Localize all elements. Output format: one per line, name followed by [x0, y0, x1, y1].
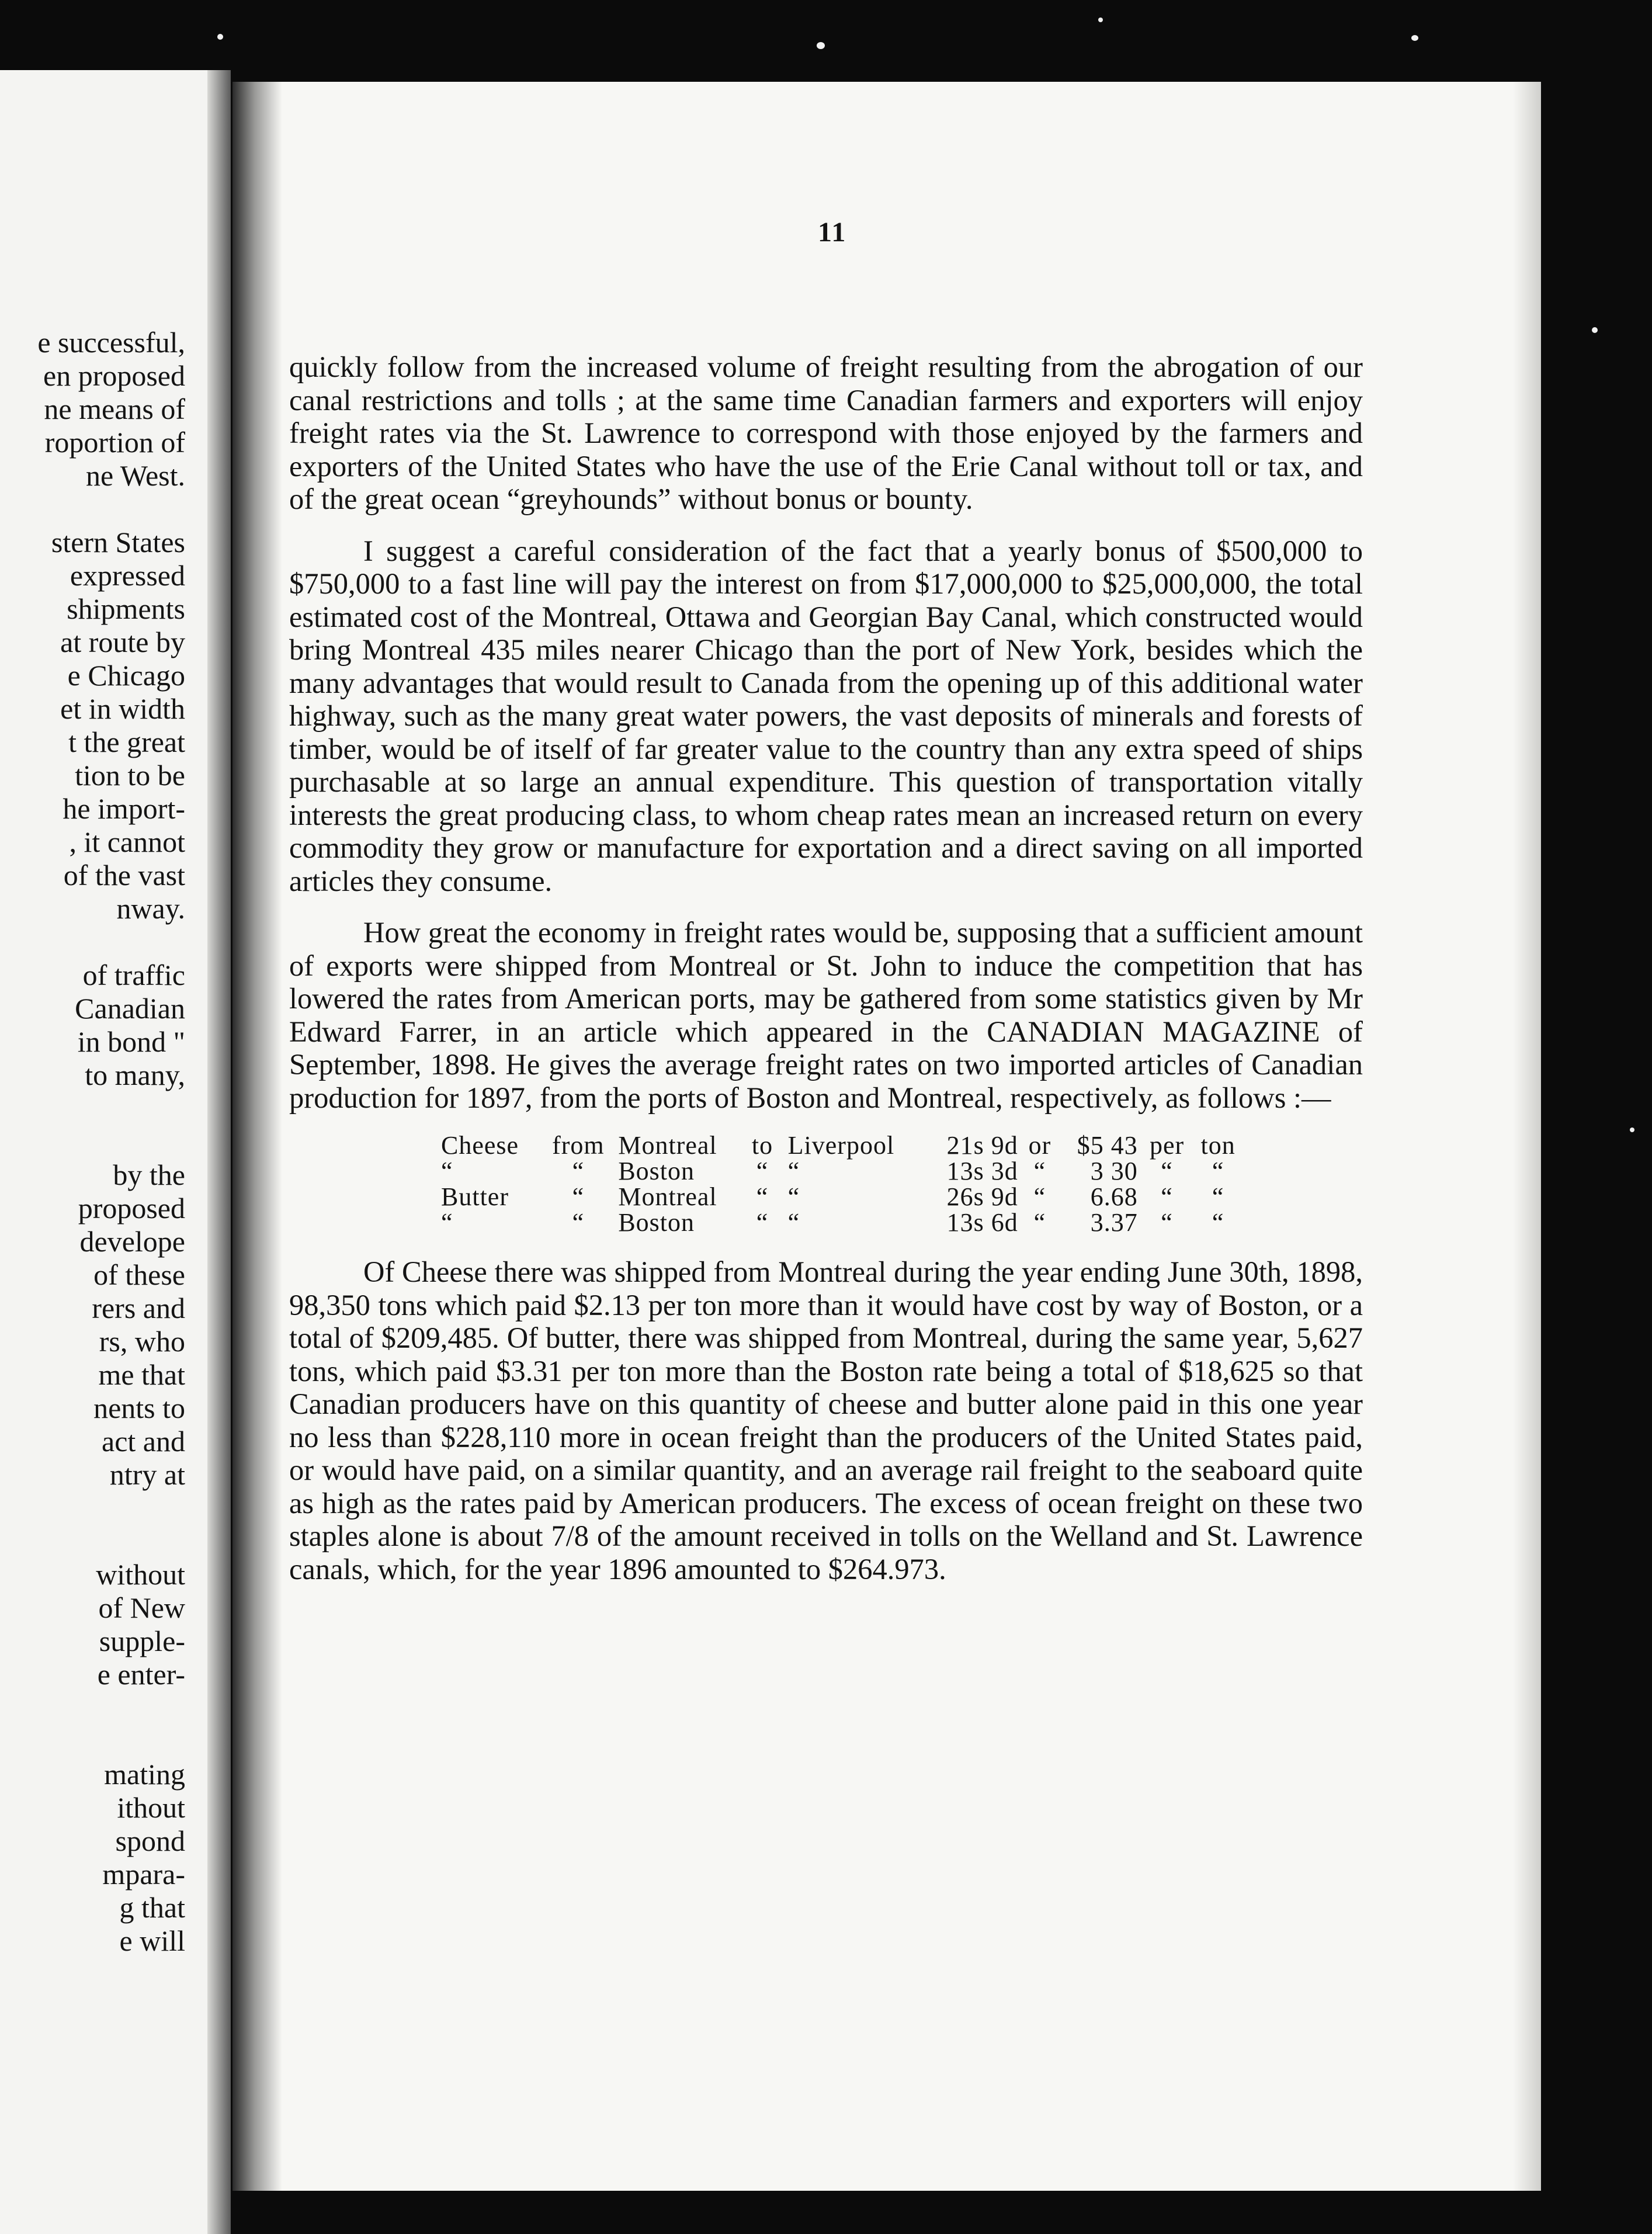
- cell-rate: 13s 3d: [946, 1157, 1018, 1185]
- previous-page-line: [37, 1092, 185, 1125]
- previous-page-line: of traffic: [82, 959, 185, 991]
- previous-page-line: [37, 1491, 185, 1525]
- previous-page-line: mpara-: [102, 1858, 185, 1890]
- table-row: [438, 1184, 1244, 1210]
- body-text: [289, 351, 1363, 1604]
- previous-page-line: proposed: [78, 1192, 185, 1224]
- cell-dollars: 6.68: [1090, 1182, 1138, 1211]
- previous-page-line: spond: [115, 1824, 185, 1857]
- spine-shadow: [232, 82, 282, 2191]
- table-row: [438, 1210, 1244, 1236]
- previous-page-line: supple-: [99, 1625, 185, 1657]
- previous-page-line: shipments: [67, 592, 185, 625]
- previous-page-line: of these: [93, 1258, 185, 1291]
- previous-page-line: [37, 492, 185, 526]
- cell-rate: 21s 9d: [946, 1131, 1018, 1160]
- previous-page-line: rs, who: [99, 1325, 185, 1358]
- table-row: [438, 1158, 1244, 1184]
- previous-page-line: act and: [102, 1425, 185, 1458]
- paragraph: How great the economy in freight rates would be, supposing that a sufficient amount of exports were shipped from Montreal or St. John to induce the competition that has lowered the rates from American ports, may be gathered from some statistics given by Mr Edward Farrer, in an article which appeared in the CANADIAN MAGAZINE of September, 1898. He gives the average freight rates on two imported articles of Canadian production for 1897, from the ports of Boston and Montreal, respectively, as follows :—: [289, 916, 1363, 1114]
- previous-page-line: en proposed: [43, 359, 185, 392]
- previous-page-line: me that: [98, 1358, 185, 1391]
- cell-or: or: [1028, 1131, 1051, 1160]
- cell-dest: Liverpool: [787, 1131, 895, 1160]
- previous-page-gutter: [207, 70, 231, 2234]
- previous-page-line: of the vast: [63, 859, 185, 891]
- cell-or: “: [1033, 1182, 1046, 1211]
- cell-dollars: $5 43: [1077, 1131, 1138, 1160]
- previous-page-line: e will: [119, 1924, 185, 1957]
- cell-dest: “: [787, 1208, 800, 1237]
- page-edge: [1513, 82, 1541, 2191]
- previous-page-line: [37, 1125, 185, 1158]
- cell-to: “: [756, 1208, 769, 1237]
- previous-page-line: stern States: [51, 526, 185, 558]
- paragraph: quickly follow from the increased volume of freight resulting from the abrogation of our canal restrictions and tolls ; at the same time Canadian farmers and exporters will enjoy freight rates via the St. Lawrence to correspond with those enjoyed by the farmers and exporters of the United States who have the use of the Erie Canal without toll or tax, and of the great ocean “greyhounds” without bonus or bounty.: [289, 351, 1363, 515]
- cell-ton: ton: [1200, 1131, 1235, 1160]
- previous-page: [0, 70, 231, 2234]
- previous-page-line: in bond ": [77, 1025, 185, 1058]
- cell-or: “: [1033, 1157, 1046, 1185]
- previous-page-line: [37, 925, 185, 959]
- cell-to: “: [756, 1182, 769, 1211]
- cell-to: to: [751, 1131, 773, 1160]
- previous-page-line: without: [96, 1558, 185, 1591]
- cell-dollars: 3 30: [1090, 1157, 1138, 1185]
- page-number: 11: [818, 217, 847, 248]
- cell-to: “: [756, 1157, 769, 1185]
- cell-ton: “: [1212, 1157, 1224, 1185]
- previous-page-line: ithout: [117, 1791, 185, 1824]
- previous-page-line: t the great: [68, 726, 185, 758]
- cell-from: from: [552, 1131, 605, 1160]
- previous-page-line: mating: [104, 1758, 185, 1791]
- previous-page-line: [37, 1691, 185, 1725]
- previous-page-line: e Chicago: [67, 659, 185, 692]
- previous-page-line: rers and: [92, 1292, 185, 1324]
- cell-port: Montreal: [618, 1182, 717, 1211]
- previous-page-line: he import-: [63, 792, 185, 825]
- cell-from: “: [572, 1208, 585, 1237]
- previous-page-text: [37, 326, 185, 1958]
- paragraph: I suggest a careful consideration of the fact that a yearly bonus of $500,000 to $750,000 to a fast line will pay the interest on from $17,000,000 to $25,000,000, the total estimated cost of the Montreal, Ottawa and Georgian Bay Canal, which constructed would bring Montreal 435 miles nearer Chicago than the port of New York, besides which the many advantages that would result to Canada from the opening up of this additional water highway, such as the many great water powers, the vast deposits of minerals and forests of timber, would be of itself of far greater value to the country than any extra speed of ships purchasable at so large an annual expenditure. This question of transportation vitally interests the great producing class, to whom cheap rates mean an increased return on every commodity they grow or manufacture for exportation and a direct saving on all imported articles they consume.: [289, 534, 1363, 897]
- previous-page-line: nway.: [116, 892, 185, 925]
- previous-page-line: et in width: [60, 692, 185, 725]
- cell-product: Butter: [441, 1182, 509, 1211]
- previous-page-line: of New: [98, 1591, 185, 1624]
- cell-product: “: [441, 1208, 453, 1237]
- cell-or: “: [1033, 1208, 1046, 1237]
- paragraph: Of Cheese there was shipped from Montreal during the year ending June 30th, 1898, 98,350 tons which paid $2.13 per ton more than it would have cost by way of Boston, or a total of $209,485. Of butter, there was shipped from Montreal, during the same year, 5,627 tons, which paid $3.31 per ton more than the Boston rate being a total of $18,625 so that Canadian producers have on this quantity of cheese and butter alone paid in this one year no less than $228,110 more in ocean freight than the producers of the United States paid, or would have paid, on a similar quantity, and an average rail freight to the seaboard quite as high as the rates paid by American producers. The excess of ocean freight on these two staples alone is about 7/8 of the amount received in tolls on the Welland and St. Lawrence canals, which, for the year 1896 amounted to $264.973.: [289, 1255, 1363, 1586]
- table-row: [438, 1133, 1244, 1158]
- previous-page-line: nents to: [93, 1392, 185, 1424]
- previous-page-line: [37, 1725, 185, 1758]
- previous-page-line: develope: [79, 1225, 185, 1258]
- cell-from: “: [572, 1182, 585, 1211]
- cell-port: Boston: [618, 1157, 695, 1185]
- previous-page-line: ne West.: [85, 459, 185, 492]
- cell-per: per: [1149, 1131, 1185, 1160]
- cell-rate: 13s 6d: [946, 1208, 1018, 1237]
- cell-port: Boston: [618, 1208, 695, 1237]
- cell-port: Montreal: [618, 1131, 717, 1160]
- cell-per: “: [1161, 1182, 1173, 1211]
- cell-ton: “: [1212, 1208, 1224, 1237]
- previous-page-line: tion to be: [75, 759, 185, 792]
- previous-page-line: g that: [119, 1891, 185, 1924]
- previous-page-line: ne means of: [44, 393, 185, 425]
- previous-page-line: ntry at: [109, 1458, 185, 1491]
- cell-product: Cheese: [441, 1131, 519, 1160]
- previous-page-line: by the: [113, 1158, 185, 1191]
- previous-page-line: to many,: [85, 1059, 185, 1091]
- previous-page-line: e successful,: [37, 326, 185, 359]
- cell-product: “: [441, 1157, 453, 1185]
- cell-per: “: [1161, 1157, 1173, 1185]
- cell-ton: “: [1212, 1182, 1224, 1211]
- cell-dollars: 3.37: [1090, 1208, 1138, 1237]
- freight-rate-table-body: [438, 1133, 1244, 1236]
- cell-rate: 26s 9d: [946, 1182, 1018, 1211]
- previous-page-line: roportion of: [44, 426, 185, 459]
- cell-per: “: [1161, 1208, 1173, 1237]
- previous-page-line: Canadian: [75, 992, 185, 1025]
- previous-page-line: at route by: [60, 626, 185, 658]
- freight-rate-table: [438, 1133, 1244, 1236]
- cell-from: “: [572, 1157, 585, 1185]
- previous-page-line: e enter-: [97, 1658, 185, 1691]
- previous-page-line: [37, 1525, 185, 1558]
- previous-page-line: , it cannot: [69, 825, 185, 858]
- cell-dest: “: [787, 1182, 800, 1211]
- previous-page-line: expressed: [70, 559, 185, 592]
- cell-dest: “: [787, 1157, 800, 1185]
